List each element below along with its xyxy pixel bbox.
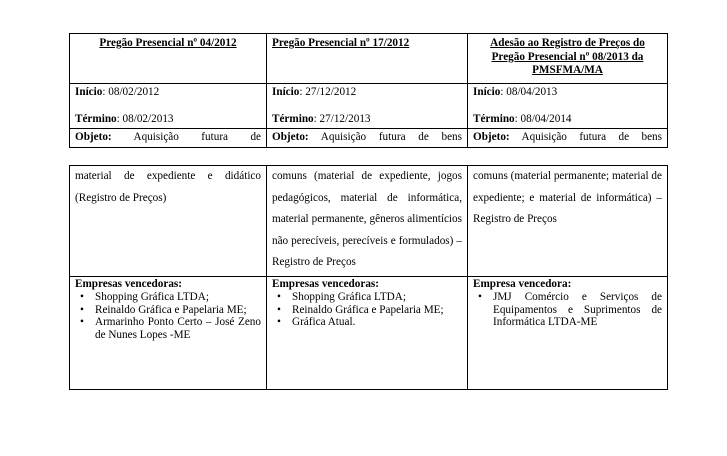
termino-line [473, 113, 662, 127]
list-item: • Reinaldo Gráfica e Papelaria ME; [95, 304, 261, 317]
list-item: • Shopping Gráfica LTDA; [95, 291, 261, 304]
inicio-label: Início [473, 86, 501, 98]
inicio-label: Início [272, 86, 300, 98]
termino-label: Término [473, 112, 515, 125]
header-row [70, 34, 668, 84]
dates-col-2 [267, 84, 468, 129]
dates-col-1 [70, 84, 267, 129]
objeto-row [70, 129, 668, 148]
inicio-value: : 27/12/2012 [299, 86, 357, 98]
winners-label: Empresas vencedoras: [75, 277, 182, 290]
dates-row [70, 84, 668, 129]
inicio-label: Início [75, 86, 103, 98]
winners-label: Empresa vencedora: [473, 277, 572, 290]
winners-row [70, 276, 668, 389]
list-item: • Reinaldo Gráfica e Papelaria ME; [292, 304, 462, 317]
termino-line [272, 113, 462, 127]
termino-value: : 08/02/2013 [116, 112, 174, 125]
list-item: • Shopping Gráfica LTDA; [292, 291, 462, 304]
description-col-3: comuns (material permanente; material de expediente; e material de informática) – Registro de Preços [468, 166, 668, 277]
header-col-1: Pregão Presencial nº 04/2012 [70, 34, 267, 84]
contracts-table-bottom [69, 165, 668, 390]
list-item: • JMJ Comércio e Serviços de Equipamentos e Suprimentos de Informática LTDA-ME [493, 291, 662, 329]
winners-label: Empresas vencedoras: [272, 277, 379, 290]
winners-list [75, 291, 261, 341]
objeto-text: Aquisição futura de bens [320, 131, 463, 144]
inicio-line [75, 86, 261, 100]
termino-label: Término [75, 112, 117, 125]
objeto-col-3 [468, 129, 668, 148]
winners-col-1 [70, 276, 267, 389]
header-col-3: Adesão ao Registro de Preços do Pregão Presencial nº 08/2013 da PMSFMA/MA [468, 34, 668, 84]
description-row [70, 166, 668, 277]
inicio-line [272, 86, 462, 100]
list-item: • Armarinho Ponto Certo – José Zeno de Nunes Lopes -ME [95, 316, 261, 341]
contracts-table-top [69, 33, 668, 148]
termino-label: Término [272, 112, 314, 125]
inicio-line [473, 86, 662, 100]
winners-list [473, 291, 662, 329]
dates-col-3 [468, 84, 668, 129]
objeto-label: Objeto: [473, 131, 510, 144]
termino-value: : 27/12/2013 [313, 112, 371, 125]
description-col-2: comuns (material de expediente, jogos pedagógicos, material de informática, material permanente, gêneros alimentícios não perecíveis, perecíveis e formulados) – Registro de Preços [267, 166, 468, 277]
winners-col-3 [468, 276, 668, 389]
inicio-value: : 08/04/2013 [500, 86, 558, 98]
termino-line [75, 113, 261, 127]
description-col-1: material de expediente e didático (Registro de Preços) [70, 166, 267, 277]
winners-list [272, 291, 462, 329]
inicio-value: : 08/02/2012 [102, 86, 160, 98]
list-item: • Gráfica Atual. [292, 316, 462, 329]
header-col-2: Pregão Presencial nº 17/2012 [267, 34, 468, 84]
objeto-col-2 [267, 129, 468, 148]
winners-col-2 [267, 276, 468, 389]
objeto-col-1 [70, 129, 267, 148]
objeto-text: Aquisição futura de bens [521, 131, 663, 144]
objeto-text: Aquisição futura de [133, 131, 261, 144]
objeto-label: Objeto: [272, 131, 309, 144]
objeto-label: Objeto: [75, 131, 112, 144]
termino-value: : 08/04/2014 [514, 112, 572, 125]
